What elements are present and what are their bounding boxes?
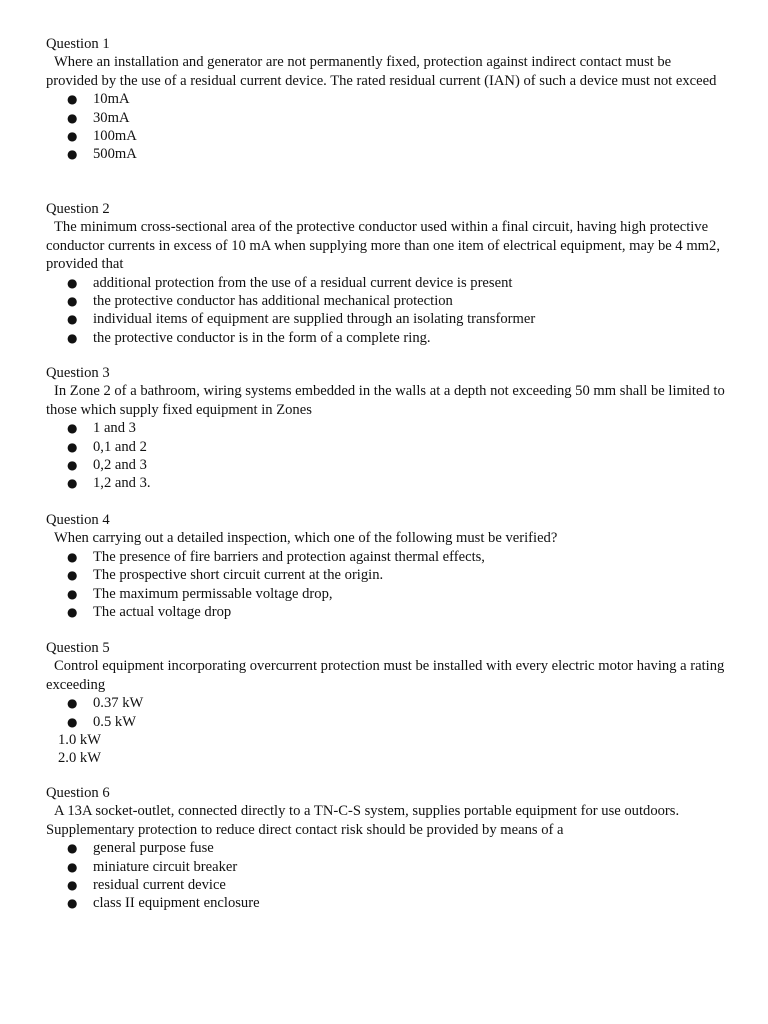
answer-option-text: 0.37 kW bbox=[93, 695, 144, 712]
answer-option bbox=[46, 109, 726, 127]
answer-option bbox=[46, 419, 726, 437]
answer-option bbox=[46, 894, 726, 912]
answer-option bbox=[46, 713, 726, 731]
answer-option-text: the protective conductor has additional mechanical protection bbox=[93, 293, 453, 310]
question-stem: Where an installation and generator are not permanently fixed, protection against indirect contact must be provided by the use of a residual current device. The rated residual current (IAN) of such a device must not exceed bbox=[46, 54, 717, 89]
answer-options bbox=[46, 548, 726, 622]
answer-option-text: 500mA bbox=[93, 146, 137, 163]
bullet-icon: ● bbox=[67, 696, 78, 711]
answer-option-text: The prospective short circuit current at the origin. bbox=[93, 567, 384, 584]
bullet-icon: ● bbox=[67, 110, 78, 125]
bullet-icon: ● bbox=[67, 439, 78, 454]
answer-options bbox=[46, 694, 726, 731]
bullet-icon: ● bbox=[67, 458, 78, 473]
answer-option bbox=[46, 438, 726, 456]
bullet-icon: ● bbox=[67, 896, 78, 911]
answer-option-text: individual items of equipment are supplied through an isolating transformer bbox=[93, 311, 536, 328]
question-title: Question 1 bbox=[46, 36, 110, 52]
bullet-icon: ● bbox=[67, 714, 78, 729]
question-title: Question 2 bbox=[46, 201, 110, 217]
answer-option-text: 0.5 kW bbox=[93, 713, 136, 730]
answer-option bbox=[46, 329, 726, 347]
answer-option bbox=[46, 145, 726, 163]
answer-option bbox=[46, 694, 726, 712]
answer-options bbox=[46, 419, 726, 493]
question-stem: The minimum cross-sectional area of the protective conductor used within a final circuit, having high protective conductor currents in excess of 10 mA when supplying more than one item of electrical equipment, may be 4 mm2, provided that bbox=[46, 219, 720, 273]
question-block bbox=[46, 200, 726, 347]
bullet-icon: ● bbox=[67, 275, 78, 290]
answer-option bbox=[46, 603, 726, 621]
bullet-icon: ● bbox=[67, 147, 78, 162]
answer-option-text: The presence of fire barriers and protection against thermal effects, bbox=[93, 548, 485, 565]
answer-options bbox=[46, 274, 726, 348]
answer-option bbox=[46, 90, 726, 108]
question-title: Question 3 bbox=[46, 365, 110, 381]
answer-option bbox=[46, 858, 726, 876]
bullet-icon: ● bbox=[67, 92, 78, 107]
bullet-icon: ● bbox=[67, 586, 78, 601]
bullet-icon: ● bbox=[67, 330, 78, 345]
answer-option bbox=[46, 839, 726, 857]
answer-option bbox=[46, 474, 726, 492]
question-stem: Control equipment incorporating overcurrent protection must be installed with every electric motor having a rating exceeding bbox=[46, 658, 725, 693]
answer-option-text: 1 and 3 bbox=[93, 420, 136, 437]
answer-option bbox=[46, 310, 726, 328]
answer-option bbox=[46, 274, 726, 292]
question-block bbox=[46, 639, 726, 768]
bullet-icon: ● bbox=[67, 294, 78, 309]
question-block bbox=[46, 35, 726, 164]
answer-option-text: The actual voltage drop bbox=[93, 604, 232, 621]
answer-option-plain: 1.0 kW bbox=[58, 732, 101, 749]
answer-option bbox=[46, 292, 726, 310]
bullet-icon: ● bbox=[67, 421, 78, 436]
question-block bbox=[46, 784, 726, 913]
bullet-icon: ● bbox=[67, 841, 78, 856]
answer-option bbox=[46, 585, 726, 603]
answer-option bbox=[46, 456, 726, 474]
answer-option bbox=[46, 548, 726, 566]
answer-option-text: miniature circuit breaker bbox=[93, 858, 238, 875]
answer-option-text: 100mA bbox=[93, 128, 137, 145]
answer-option-plain: 2.0 kW bbox=[58, 750, 101, 767]
bullet-icon: ● bbox=[67, 605, 78, 620]
answer-option-text: additional protection from the use of a residual current device is present bbox=[93, 274, 513, 291]
answer-option bbox=[46, 127, 726, 145]
question-title: Question 6 bbox=[46, 785, 110, 801]
answer-option-text: 30mA bbox=[93, 109, 130, 126]
answer-option-text: 1,2 and 3. bbox=[93, 475, 151, 492]
bullet-icon: ● bbox=[67, 859, 78, 874]
question-block bbox=[46, 511, 726, 621]
bullet-icon: ● bbox=[67, 549, 78, 564]
answer-option-text: 0,1 and 2 bbox=[93, 438, 147, 455]
question-stem: A 13A socket-outlet, connected directly to a TN-C-S system, supplies portable equipment for use outdoors. Supplementary protection to reduce direct contact risk should be provided by means of a bbox=[46, 803, 680, 838]
bullet-icon: ● bbox=[67, 476, 78, 491]
answer-option-text: The maximum permissable voltage drop, bbox=[93, 585, 333, 602]
bullet-icon: ● bbox=[67, 312, 78, 327]
question-title: Question 5 bbox=[46, 640, 110, 656]
question-stem: When carrying out a detailed inspection, which one of the following must be verified? bbox=[54, 530, 558, 547]
bullet-icon: ● bbox=[67, 129, 78, 144]
answer-option-text: class II equipment enclosure bbox=[93, 895, 260, 912]
question-block bbox=[46, 364, 726, 493]
answer-option bbox=[46, 566, 726, 584]
answer-option-text: residual current device bbox=[93, 877, 226, 894]
answer-option-text: 10mA bbox=[93, 91, 130, 108]
bullet-icon: ● bbox=[67, 878, 78, 893]
question-title: Question 4 bbox=[46, 512, 110, 528]
answer-option-text: general purpose fuse bbox=[93, 840, 214, 857]
answer-option-text: 0,2 and 3 bbox=[93, 457, 147, 474]
answer-option bbox=[46, 876, 726, 894]
answer-option-text: the protective conductor is in the form of a complete ring. bbox=[93, 329, 431, 346]
answer-options bbox=[46, 90, 726, 164]
answer-options bbox=[46, 839, 726, 913]
question-stem: In Zone 2 of a bathroom, wiring systems embedded in the walls at a depth not exceeding 50 mm shall be limited to those which supply fixed equipment in Zones bbox=[46, 383, 725, 418]
bullet-icon: ● bbox=[67, 568, 78, 583]
